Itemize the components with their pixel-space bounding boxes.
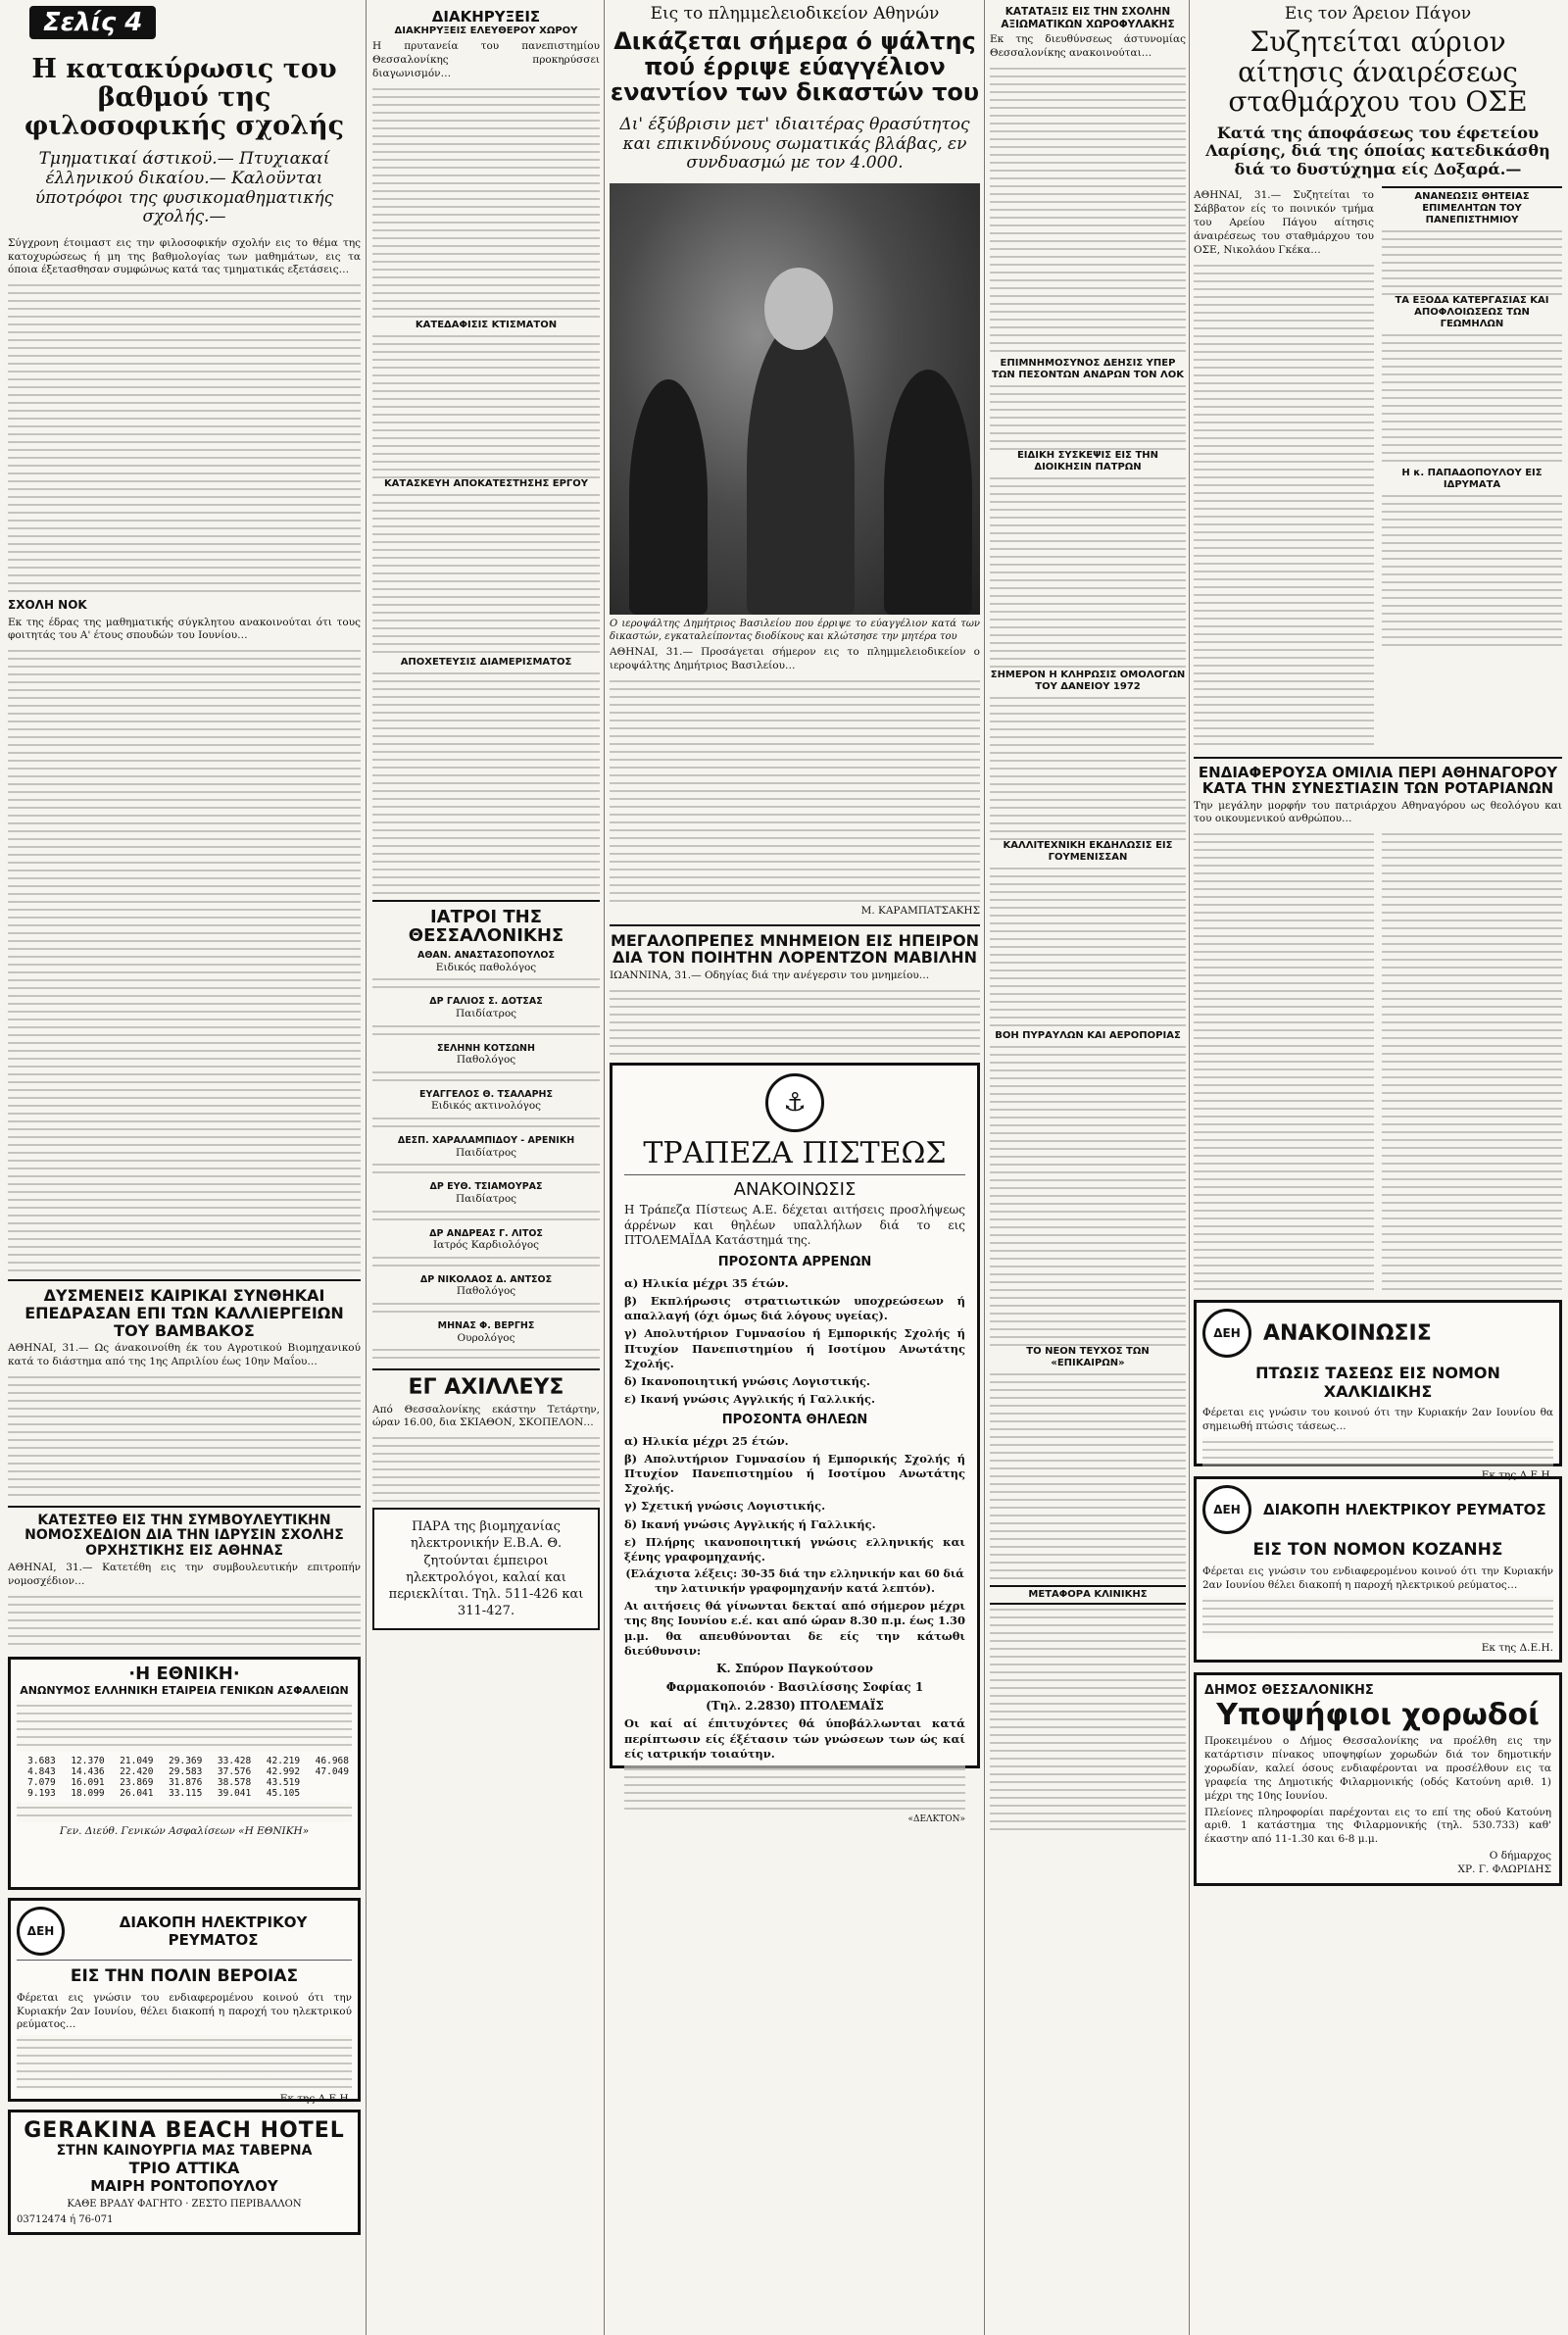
notice-text: Φέρεται εις γνώσιν του κοινού ότι την Κυριακήν 2αν Ιουνίου θα σημειωθή πτώσις τάσεως… [1202, 1407, 1553, 1433]
doctor-name: ΔΕΣΠ. ΧΑΡΑΛΑΜΠΙΔΟΥ - ΑΡΕΝΙΚΗ [397, 1135, 575, 1147]
article-body-text [8, 280, 361, 594]
doctor-name: ΑΘΑΝ. ΑΝΑΣΤΑΣΟΠΟΥΛΟΣ [416, 950, 555, 962]
article-body-text [372, 490, 600, 657]
divider [372, 1368, 600, 1370]
divider [1194, 757, 1562, 759]
doctor-specialty: Ειδικός παθολόγος [435, 961, 537, 973]
section-heading: ΤΑ ΕΞΟΔΑ ΚΑΤΕΡΓΑΣΙΑΣ ΚΑΙ ΑΠΟΦΛΟΙΩΣΕΩΣ ΤΩΝ ΓΕΩΜΗΛΩΝ [1395, 295, 1549, 330]
doctor-name: ΔΡ ΕΥΘ. ΤΣΙΑΜΟΥΡΑΣ [429, 1181, 543, 1193]
section-kicker: ΔΙΑΚΗΡΥΞΕΙΣ [431, 8, 541, 25]
doctor-details [372, 1299, 600, 1317]
page-number: Σελίς 4 [29, 6, 156, 39]
column-divider [366, 0, 367, 2335]
divider [8, 1506, 361, 1508]
article-body-text [1382, 491, 1562, 648]
ad-body-text [17, 1803, 352, 1822]
notice-body-text [1202, 1437, 1553, 1466]
doctor-entry [372, 1043, 600, 1085]
article-body-text [372, 84, 600, 320]
doctor-specialty: Ιατρός Καρδιολόγος [432, 1239, 540, 1252]
ad-body-text [17, 1701, 352, 1752]
ethniki-insurance-ad [8, 1657, 361, 1890]
doctor-specialty: Παιδίατρος [455, 1192, 517, 1205]
headline-ose: Συζητείται αύριον αίτησις άναιρέσεως σταθμάρχου του ΟΣΕ [1228, 25, 1528, 118]
divider [610, 924, 980, 926]
trapeza-pisteos-ad [610, 1063, 980, 1824]
ad-line: ΣΤΗΝ ΚΑΙΝΟΥΡΓΙΑ ΜΑΣ ΤΑΒΕΡΝΑ [56, 2142, 313, 2159]
notice-signature: Εκ της Δ.Ε.Η. [1481, 1642, 1553, 1654]
article-body-text [990, 1369, 1186, 1585]
notice-text: Φέρεται εις γνώσιν του ενδιαφερομένου κοινού ότι την Κυριακήν 2αν Ιουνίου, θέλει διακοπή η παροχή του ηλεκτρικού ρεύματος… [17, 1991, 352, 2031]
notice-title: ΕΙΣ ΤΟΝ ΝΟΜΟΝ ΚΟΖΑΝΗΣ [1252, 1540, 1503, 1561]
article-lead: Εκ της διευθύνσεως άστυνομίας Θεσσαλονίκης ανακοινούται… [990, 33, 1186, 60]
face-shape [764, 268, 833, 350]
two-column-body [1194, 186, 1562, 750]
ad-title: GERAKINA BEACH HOTEL [24, 2117, 345, 2143]
article-body-text [990, 64, 1186, 358]
section-heading: ΕΙΔΙΚΗ ΣΥΣΚΕΨΙΣ ΕΙΣ ΤΗΝ ΔΙΟΙΚΗΣΙΝ ΠΑΤΡΩΝ [1016, 449, 1159, 472]
requirement-item: γ) Απολυτήριον Γυμνασίου ή Εμπορικής Σχολής ή Πτυχίον Πανεπιστημίου ή Ισοτίμου Ανωτάτης Σχολής. [624, 1326, 965, 1370]
article-body-text [990, 473, 1186, 670]
doctors-list [372, 950, 600, 1363]
psalter-photo [610, 183, 980, 615]
ad-body-text [624, 1764, 965, 1812]
section-heading: ΤΟ ΝΕΟΝ ΤΕΥΧΟΣ ΤΩΝ «ΕΠΙΚΑΙΡΩΝ» [1026, 1345, 1150, 1368]
doctor-name: ΔΡ ΓΑΛΙΟΣ Σ. ΔΟΤΣΑΣ [429, 996, 543, 1008]
doctor-specialty: Παιδίατρος [455, 1007, 517, 1019]
headline-athenagoras: ΕΝΔΙΑΦΕΡΟΥΣΑ ΟΜΙΛΙΑ ΠΕΡΙ ΑΘΗΝΑΓΟΡΟΥ ΚΑΤΑ ΤΗΝ ΣΥΝΕΣΤΙΑΣΙΝ ΤΩΝ ΡΟΤΑΡΙΑΝΩΝ [1198, 763, 1558, 798]
doctor-entry [372, 1089, 600, 1131]
ad-line: ΜΑΙΡΗ ΡΟΝΤΟΠΟΥΛΟΥ [90, 2176, 278, 2195]
column-fourth [990, 0, 1186, 1830]
section-heading: ΣΗΜΕΡΟΝ Η ΚΛΗΡΩΣΙΣ ΟΜΟΛΟΓΩΝ ΤΟΥ ΔΑΝΕΙΟΥ 1972 [990, 669, 1186, 692]
article-body-text [610, 676, 980, 902]
ad-agency: «ΔΕΛΚΤΟΝ» [907, 1813, 965, 1824]
typing-speed-note: (Ελάχιστα λέξεις: 30-35 διά την ελληνικήν και 60 διά την λατινικήν γραφομηχανήν κατά λεπτόν). [625, 1567, 964, 1595]
article-lead: ΑΘΗΝΑΙ, 31.— Κατετέθη εις την συμβουλευτικήν επιτροπήν νομοσχέδιον… [8, 1562, 361, 1587]
doctor-entry [372, 1181, 600, 1223]
notice-header: ΔΙΑΚΟΠΗ ΗΛΕΚΤΡΙΚΟΥ ΡΕΥΜΑΤΟΣ [1263, 1501, 1546, 1519]
dei-logo: ΔΕΗ [1202, 1309, 1251, 1358]
headline-mavilis-monument: ΜΕΓΑΛΟΠΡΕΠΕΣ ΜΝΗΜΕΙΟΝ ΕΙΣ ΗΠΕΙΡΟΝ ΔΙΑ ΤΟΝ ΠΟΙΗΤΗΝ ΛΟΡΕΝΤΖΟΝ ΜΑΒΙΛΗΝ [610, 930, 980, 968]
headline-philosophy-school: Η κατακύρωσις του βαθμού της φιλοσοφικής σχολής [24, 54, 345, 142]
subcolumn [1382, 186, 1562, 750]
article-body-text [1382, 226, 1562, 295]
doctor-name: ΕΥΑΓΓΕΛΟΣ Θ. ΤΣΑΛΑΡΗΣ [419, 1088, 553, 1100]
notice-header: ΑΝΑΚΟΙΝΩΣΙΣ [1263, 1320, 1432, 1346]
doctor-entry [372, 996, 600, 1038]
doctor-name: ΣΕΛΗΝΗ ΚΟΤΣΩΝΗ [437, 1042, 535, 1054]
requirement-item: δ) Ικανοποιητική γνώσις Λογιστικής. [624, 1373, 871, 1388]
ad-text: ΠΑΡΑ της βιομηχανίας ηλεκτρονικήν Ε.Β.Α. Θ. ζητούνται έμπειροι ηλεκτρολόγοι, καλαί και περιεκλίται. Τηλ. 511-426 και 311-427. [388, 1519, 584, 1619]
notice-header: ΔΙΑΚΟΠΗ ΗΛΕΚΤΡΙΚΟΥ ΡΕΥΜΑΤΟΣ [119, 1913, 308, 1949]
article-lead: ΑΘΗΝΑΙ, 31.— Προσάγεται σήμερον εις το πλημμελειοδικείον ο ιεροψάλτης Δημήτριος Βασιλείου… [610, 646, 980, 671]
notice-signature: Εκ της Δ.Ε.Η. [279, 2093, 352, 2106]
ad-header: ΔΗΜΟΣ ΘΕΣΣΑΛΟΝΙΚΗΣ [1204, 1683, 1374, 1699]
article-body-text [990, 864, 1186, 1030]
announcement-label: ΑΝΑΚΟΙΝΩΣΙΣ [733, 1178, 857, 1200]
doctor-name: ΜΗΝΑΣ Φ. ΒΕΡΓΗΣ [437, 1320, 535, 1332]
ad-title: ·Η ΕΘΝΙΚΗ· [128, 1663, 240, 1684]
doctor-details [372, 1253, 600, 1270]
photo-caption: Ο ιεροψάλτης Δημήτριος Βασιλείου που έρριψε το εύαγγέλιον κατά των δικαστών, εγκαταλείποντας διοδίκους και κλώτσησε την μητέρα του [610, 618, 980, 642]
article-lead: Η πρυτανεία του πανεπιστημίου Θεσσαλονίκης προκηρύσσει διαγωνισμόν… [372, 40, 600, 79]
doctor-details [372, 1160, 600, 1177]
choir-ad [1194, 1672, 1562, 1886]
requirement-item: α) Ηλικία μέχρι 25 έτών. [624, 1433, 789, 1448]
bank-logo-icon: ⚓ [765, 1073, 824, 1132]
column-left [8, 0, 361, 2235]
notice-title: ΠΤΩΣΙΣ ΤΑΣΕΩΣ ΕΙΣ ΝΟΜΟΝ ΧΑΛΚΙΔΙΚΗΣ [1255, 1364, 1500, 1402]
section-heading: ΚΑΤΑΤΑΞΙΣ ΕΙΣ ΤΗΝ ΣΧΟΛΗΝ ΑΞΙΩΜΑΤΙΚΩΝ ΧΩΡΟΦΥΛΑΚΗΣ [1001, 6, 1175, 30]
ad-footer: Γεν. Διεύθ. Γενικών Ασφαλίσεων «Η ΕΘΝΙΚΗ» [59, 1824, 310, 1837]
doctor-details [372, 1114, 600, 1131]
winning-numbers-table [17, 1756, 352, 1799]
doctor-name: ΔΡ ΝΙΚΟΛΑΟΣ Δ. ΑΝΤΣΟΣ [419, 1273, 553, 1285]
column-second [372, 0, 600, 1630]
article-body-text [1382, 330, 1562, 468]
notice-body-text [17, 2035, 352, 2090]
article-body-text [610, 986, 980, 1055]
subheadline: Τμηματικαί άστικοϋ.— Πτυχιακαί έλληνικού δικαίου.— Καλοϋνται ύποτρόφοι της φυσικομαθηματικής σχολής.— [34, 149, 334, 227]
article-body-text [990, 1605, 1186, 1830]
two-column-body [1194, 829, 1562, 1290]
article-lead: Σύγχρονη έτοιμαστ εις την φιλοσοφικήν σχολήν εις το θέμα της κατοχυρώσεως ή μη της βαθμολογίας των μαθημάτων, εις τα όποια έξετασθησαν συμφώνως κατά τας τμηματικάς εξετάσεις… [8, 236, 361, 276]
figure-shape [747, 321, 855, 615]
divider [624, 1174, 965, 1175]
article-body-text [1382, 829, 1562, 1290]
table-row: 9.193 18.099 26.041 33.115 39.041 45.105 [27, 1787, 301, 1799]
doctor-details [372, 1021, 600, 1039]
doctor-specialty: Παιδίατρος [455, 1146, 517, 1159]
doctor-entry [372, 1320, 600, 1363]
address-line: Φαρμακοποιόν · Βασιλίσσης Σοφίας 1 [665, 1679, 924, 1694]
doctor-entry [372, 950, 600, 992]
ad-text: Προκειμένου ο Δήμος Θεσσαλονίκης να προέλθη εις την κατάρτισιν πίνακος υποψηφίων χορωδών διά τον δημοτικήν χορωδίαν, καλεί όσους ενδιαφέρονται να προσέλθουν εις τα γραφεία της Δημοτικής Φιλαρμονικής (οδός Κατούνη αριθ. 1) μέχρι της 10ης Ιουνίου. [1204, 1735, 1551, 1802]
column-divider [984, 0, 985, 2335]
doctor-specialty: Ουρολόγος [457, 1331, 515, 1344]
ad-line: ΚΑΘΕ ΒΡΑΔΥ ΦΑΓΗΤΟ · ΖΕΣΤΟ ΠΕΡΙΒΑΛΛΟΝ [67, 2198, 302, 2210]
requirement-item: α) Ηλικία μέχρι 35 έτών. [624, 1275, 789, 1290]
article-lead: ΑΘΗΝΑΙ, 31.— Ως άνακοινοίθη έκ του Αγροτικού Βιομηχανικού κατά το διάστημα από της 1ης Απριλίου έως 10ην Μαΐου… [8, 1342, 361, 1367]
ad-more-info: Πλείονες πληροφορίαι παρέχονται εις το επί της οδού Κατούνη αριθ. 1 κατάστημα της Φιλαρμονικής (τηλ. 530.733) καθ' έκαστην από 11-1.30 και 6-8 μ.μ. [1204, 1806, 1551, 1846]
article-body-text [1194, 829, 1374, 1290]
ad-intro: Η Τράπεζα Πίστεως Α.Ε. δέχεται αιτήσεις προσλήψεως άρρένων και θηλέων υπαλλήλων διά το εις ΠΤΟΛΕΜΑΪΔΑ Κατάστημά της. [624, 1202, 965, 1248]
notice-body-text [1202, 1596, 1553, 1639]
requirement-item: ε) Πλήρης ικανοποιητική γνώσις ελληνικής και ξένης γραφομηχανής. [624, 1534, 965, 1564]
address-city: (Τηλ. 2.2830) ΠΤΟΛΕΜΑΪΣ [706, 1698, 884, 1713]
notice-title: ΕΙΣ ΤΗΝ ΠΟΛΙΝ ΒΕΡΟΙΑΣ [70, 1965, 299, 1986]
ad-phone: 03712474 ή 76-071 [17, 2213, 114, 2225]
doctor-entry [372, 1274, 600, 1317]
table-row: 3.683 12.370 21.049 29.369 33.428 42.219 46.968 [27, 1755, 349, 1766]
article-body-text [372, 669, 600, 894]
section-heading: ΑΝΑΝΕΩΣΙΣ ΘΗΤΕΙΑΣ ΕΠΙΜΕΛΗΤΩΝ ΤΟΥ ΠΑΝΕΠΙΣΤΗΜΙΟΥ [1382, 186, 1562, 226]
signature-role: Ο δήμαρχος [1489, 1850, 1551, 1863]
eva-job-ad [372, 1508, 600, 1630]
headline-psalter: Δικάζεται σήμερα ό ψάλτης πού έρριψε εύαγγέλιον εναντίον των δικαστών του [610, 27, 980, 107]
divider [8, 1279, 361, 1281]
subcolumn [1194, 186, 1374, 750]
section-heading: ΔΙΑΚΗΡΥΞΕΙΣ ΕΛΕΥΘΕΡΟΥ ΧΩΡΟΥ [394, 25, 578, 36]
section-heading: ΒΟΗ ΠΥΡΑΥΛΩΝ ΚΑΙ ΑΕΡΟΠΟΡΙΑΣ [995, 1029, 1181, 1041]
notice-signature: Εκ της Δ.Ε.Η. [1481, 1469, 1553, 1481]
column-right [1194, 0, 1562, 1886]
doctor-specialty: Παθολόγος [456, 1054, 516, 1067]
article-lead: ΑΘΗΝΑΙ, 31.— Συζητείται το Σάββατον είς το ποινικόν τμήμα του Αρείου Πάγου αίτησις άναιρέσεως του σταθμάρχου του ΟΣΕ, Νικολάου Γκέκα… [1194, 189, 1374, 256]
men-requirements-heading: ΠΡΟΣΟΝΤΑ ΑΡΡΕΝΩΝ [717, 1255, 872, 1270]
ad-subtitle: ΑΝΩΝΥΜΟΣ ΕΛΛΗΝΙΚΗ ΕΤΑΙΡΕΙΑ ΓΕΝΙΚΩΝ ΑΣΦΑΛΕΙΩΝ [20, 1683, 349, 1697]
women-requirements-heading: ΠΡΟΣΟΝΤΑ ΘΗΛΕΩΝ [721, 1413, 868, 1428]
table-row: 4.843 14.436 22.420 29.583 37.576 42.992 47.049 [27, 1765, 349, 1777]
section-heading: ΚΑΛΛΙΤΕΧΝΙΚΗ ΕΚΔΗΛΩΣΙΣ ΕΙΣ ΓΟΥΜΕΝΙΣΣΑΝ [1003, 839, 1173, 863]
requirement-item: β) Απολυτήριον Γυμνασίου ή Εμπορικής Σχολής ή Πτυχίον Πανεπιστημίου ή Ισοτίμου Ανωτάτης Σχολής. [624, 1451, 965, 1496]
column-center [610, 0, 980, 1824]
article-body-text [990, 1042, 1186, 1346]
subheadline: Δι' έξύβρισιν μετ' ιδιαιτέρας θρασύτητος και επικινδύνους σωματικάς βλάβας, εν συνδυασμώ με τον 4.000. [619, 115, 970, 174]
section-kicker: Εις το πλημμελειοδικείον Αθηνών [650, 4, 940, 24]
table-row: 7.079 16.091 23.869 31.876 38.578 43.519 [27, 1776, 301, 1788]
dei-chalkidiki-notice [1194, 1300, 1562, 1481]
article-body-text [372, 331, 600, 478]
section-heading: ΚΑΤΕΔΑΦΙΣΙΣ ΚΤΙΣΜΑΤΟΝ [415, 319, 558, 330]
requirement-item: β) Εκπλήρωσις στρατιωτικών υποχρεώσεων ή απαλλαγή (όχι όμως διά λόγους υγείας). [624, 1294, 965, 1323]
figure-shape [884, 370, 972, 615]
doctor-details [372, 1207, 600, 1224]
application-deadline: Αι αιτήσεις θά γίνωνται δεκταί από σήμερον μέχρι της 8ης Ιουνίου ε.έ. και από ώραν 8.30 π.μ. έως 1.30 μ.μ. θα απευθύνονται δε είς την κάτωθι διεύθυνσιν: [624, 1599, 965, 1658]
section-heading: ΜΕΤΑΦΟΡΑ ΚΛΙΝΙΚΗΣ [990, 1585, 1186, 1605]
figure-shape [629, 379, 708, 615]
divider [372, 900, 600, 902]
dei-kozani-notice [1194, 1476, 1562, 1663]
section-heading: ΚΑΤΑΣΚΕΥΗ ΑΠΟΚΑΤΕΣΤΗΣΗΣ ΕΡΓΟΥ [383, 477, 589, 489]
doctor-details [372, 974, 600, 992]
closing-text: Οι καί αί έπιτυχόντες θά ύποβάλλωνται κατά περίπτωσιν είς έξέτασιν τών γνώσεων των ώς καί είς ιατρικήν τοιαύτην. [624, 1716, 965, 1761]
article-body-text [8, 646, 361, 1273]
dei-verria-notice [8, 1898, 361, 2106]
article-body-text [990, 381, 1186, 450]
requirement-item: δ) Ικανή γνώσις Αγγλικής ή Γαλλικής. [624, 1516, 876, 1531]
headline-cotton: ΔΥΣΜΕΝΕΙΣ ΚΑΙΡΙΚΑΙ ΣΥΝΘΗΚΑΙ ΕΠΕΔΡΑΣΑΝ ΕΠΙ ΤΩΝ ΚΑΛΛΙΕΡΓΕΙΩΝ ΤΟΥ ΒΑΜΒΑΚΟΣ [24, 1286, 344, 1340]
article-body-text [8, 1372, 361, 1500]
dei-logo: ΔΕΗ [17, 1907, 65, 1956]
article-signature: Μ. ΚΑΡΑΜΠΑΤΣΑΚΗΣ [860, 904, 980, 917]
article-body-text [8, 1592, 361, 1651]
signature-name: ΧΡ. Γ. ΦΛΩΡΙΔΗΣ [1457, 1863, 1551, 1876]
section-heading: ΑΠΟΧΕΤΕΥΣΙΣ ΔΙΑΜΕΡΙΣΜΑΤΟΣ [400, 656, 572, 668]
doctor-details [372, 1068, 600, 1085]
doctor-entry [372, 1228, 600, 1270]
subheadline: Κατά της άποφάσεως του έφετείου Λαρίσης, διά της όποίας κατεδικάσθη διά το δυστύχημα είς Δοξαρά.— [1205, 124, 1550, 178]
article-body-text [1194, 261, 1374, 751]
section-heading: Η κ. ΠΑΠΑΔΟΠΟΥΛΟΥ ΕΙΣ ΙΔΡΥΜΑΤΑ [1401, 468, 1543, 491]
doctor-details [372, 1345, 600, 1363]
address-name: Κ. Σπύρον Παγκούτσον [716, 1661, 873, 1675]
doctor-specialty: Παθολόγος [456, 1285, 516, 1298]
section-heading: ΣΧΟΛΗ ΝΟΚ [8, 598, 87, 613]
column-divider [604, 0, 605, 2335]
divider [17, 1960, 352, 1961]
requirement-item: γ) Σχετική γνώσις Λογιστικής. [624, 1499, 826, 1514]
gerakina-hotel-ad [8, 2110, 361, 2235]
notice-text: Φέρεται εις γνώσιν του ενδιαφερομένου κοινού ότι την Κυριακήν 2αν Ιουνίου θέλει διακοπή η παροχή ηλεκτρικού ρεύματος… [1202, 1565, 1553, 1592]
article-body-text [372, 1433, 600, 1502]
achilleus-text: Από Θεσσαλονίκης εκάστην Τετάρτην, ώραν 16.00, δια ΣΚΙΑΘΟΝ, ΣΚΟΠΕΛΟΝ… [372, 1403, 600, 1429]
dei-logo: ΔΕΗ [1202, 1485, 1251, 1534]
requirement-item: ε) Ικανή γνώσις Αγγλικής ή Γαλλικής. [624, 1392, 875, 1407]
section-kicker: Εις τον Άρειον Πάγον [1284, 4, 1472, 24]
doctor-entry [372, 1135, 600, 1177]
ad-title: Υποψήφιοι χορωδοί [1216, 1698, 1540, 1733]
doctors-heading: ΙΑΤΡΟΙ ΤΗΣ ΘΕΣΣΑΛΟΝΙΚΗΣ [408, 906, 564, 947]
article-body-text [990, 693, 1186, 840]
bank-name: ΤΡΑΠΕΖΑ ΠΙΣΤΕΩΣ [643, 1135, 947, 1170]
article-text: Εκ της έδρας της μαθηματικής σύγκλητου ανακοινούται ότι τους φοιτητάς του Α' έτους σπουδών του Ιουνίου… [8, 616, 361, 642]
column-divider [1189, 0, 1190, 2335]
section-heading: ΕΠΙΜΝΗΜΟΣΥΝΟΣ ΔΕΗΣΙΣ ΥΠΕΡ ΤΩΝ ΠΕΣΟΝΤΩΝ ΑΝΔΡΩΝ ΤΟΝ ΛΟΚ [992, 357, 1184, 380]
article-lead: ΙΩΑΝΝΙΝΑ, 31.— Οδηγίας διά την ανέγερσιν του μνημείου… [610, 969, 930, 981]
doctor-specialty: Ειδικός ακτινολόγος [430, 1100, 542, 1113]
article-lead: Την μεγάλην μορφήν του πατριάρχου Αθηναγόρου ως θεολόγου και του οικουμενικού ανθρώπου… [1194, 799, 1562, 825]
achilleus-heading: ΕΓ ΑΧΙΛΛΕΥΣ [408, 1375, 564, 1401]
doctor-name: ΔΡ ΑΝΔΡΕΑΣ Γ. ΛΙΤΟΣ [429, 1227, 543, 1239]
ad-line: ΤΡΙΟ ΑΤΤΙΚΑ [128, 2158, 240, 2177]
headline-dance-school: ΚΑΤΕΣΤΕΘ ΕΙΣ ΤΗΝ ΣΥΜΒΟΥΛΕΥΤΙΚΗΝ ΝΟΜΟΣΧΕΔΙΟΝ ΔΙΑ ΤΗΝ ΙΔΡΥΣΙΝ ΣΧΟΛΗΣ ΟΡΧΗΣΤΙΚΗΣ ΕΙΣ ΑΘΗΝΑΣ [24, 1512, 344, 1559]
